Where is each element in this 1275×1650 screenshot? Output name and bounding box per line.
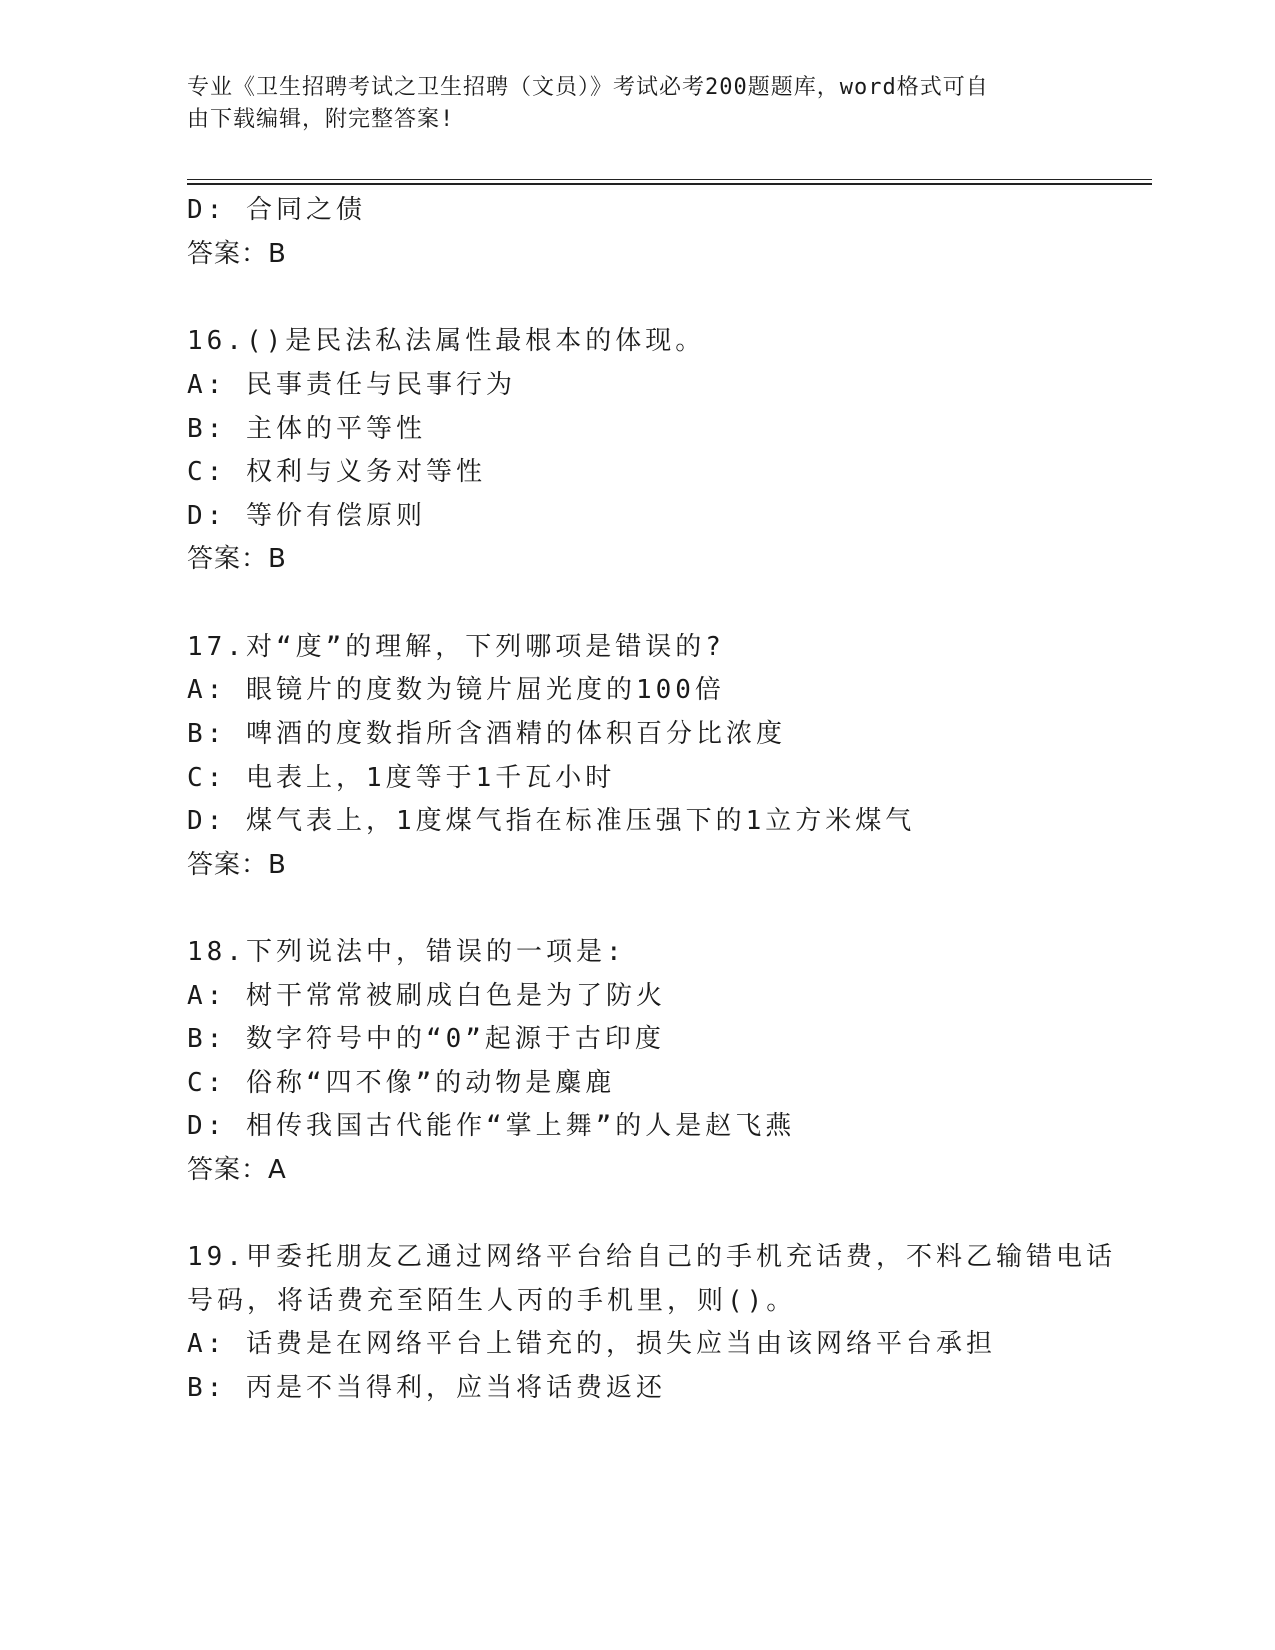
document-header <box>187 72 1087 136</box>
q16-question: 16.()是民法私法属性最根本的体现。 <box>187 326 706 356</box>
q18-answer: 答案：A <box>187 1155 287 1185</box>
q15-answer: 答案：B <box>187 239 287 269</box>
q16-option-b: B: 主体的平等性 <box>187 414 426 444</box>
q16-option-c: C: 权利与义务对等性 <box>187 457 486 487</box>
header-line-1: 专业《卫生招聘考试之卫生招聘（文员）》考试必考200题题库，word格式可自 <box>187 75 989 100</box>
q17-option-c: C: 电表上，1度等于1千瓦小时 <box>187 763 616 793</box>
q17-answer: 答案：B <box>187 850 287 880</box>
q17-option-a: A: 眼镜片的度数为镜片屈光度的100倍 <box>187 675 725 705</box>
q19-question-line-1: 19.甲委托朋友乙通过网络平台给自己的手机充话费，不料乙输错电话 <box>187 1242 1116 1272</box>
header-divider-bottom <box>187 183 1152 185</box>
q15-option-d: D: 合同之债 <box>187 195 366 225</box>
q17-question: 17.对“度”的理解，下列哪项是错误的? <box>187 632 725 662</box>
q18-option-b: B: 数字符号中的“0”起源于古印度 <box>187 1024 665 1054</box>
q19-option-a: A: 话费是在网络平台上错充的，损失应当由该网络平台承担 <box>187 1329 996 1359</box>
header-divider-top <box>187 179 1152 180</box>
q16-option-d: D: 等价有偿原则 <box>187 501 426 531</box>
q17-option-d: D: 煤气表上，1度煤气指在标准压强下的1立方米煤气 <box>187 806 916 836</box>
q18-question: 18.下列说法中，错误的一项是: <box>187 937 626 967</box>
q19-question-line-2: 号码，将话费充至陌生人丙的手机里，则()。 <box>187 1286 797 1316</box>
q18-option-d: D: 相传我国古代能作“掌上舞”的人是赵飞燕 <box>187 1111 796 1141</box>
q19-option-b: B: 丙是不当得利，应当将话费返还 <box>187 1373 666 1403</box>
header-line-2: 由下载编辑，附完整答案! <box>187 107 455 132</box>
q18-option-c: C: 俗称“四不像”的动物是麋鹿 <box>187 1068 616 1098</box>
q17-option-b: B: 啤酒的度数指所含酒精的体积百分比浓度 <box>187 719 786 749</box>
q16-answer: 答案：B <box>187 544 287 574</box>
q16-option-a: A: 民事责任与民事行为 <box>187 370 516 400</box>
q18-option-a: A: 树干常常被刷成白色是为了防火 <box>187 981 666 1011</box>
